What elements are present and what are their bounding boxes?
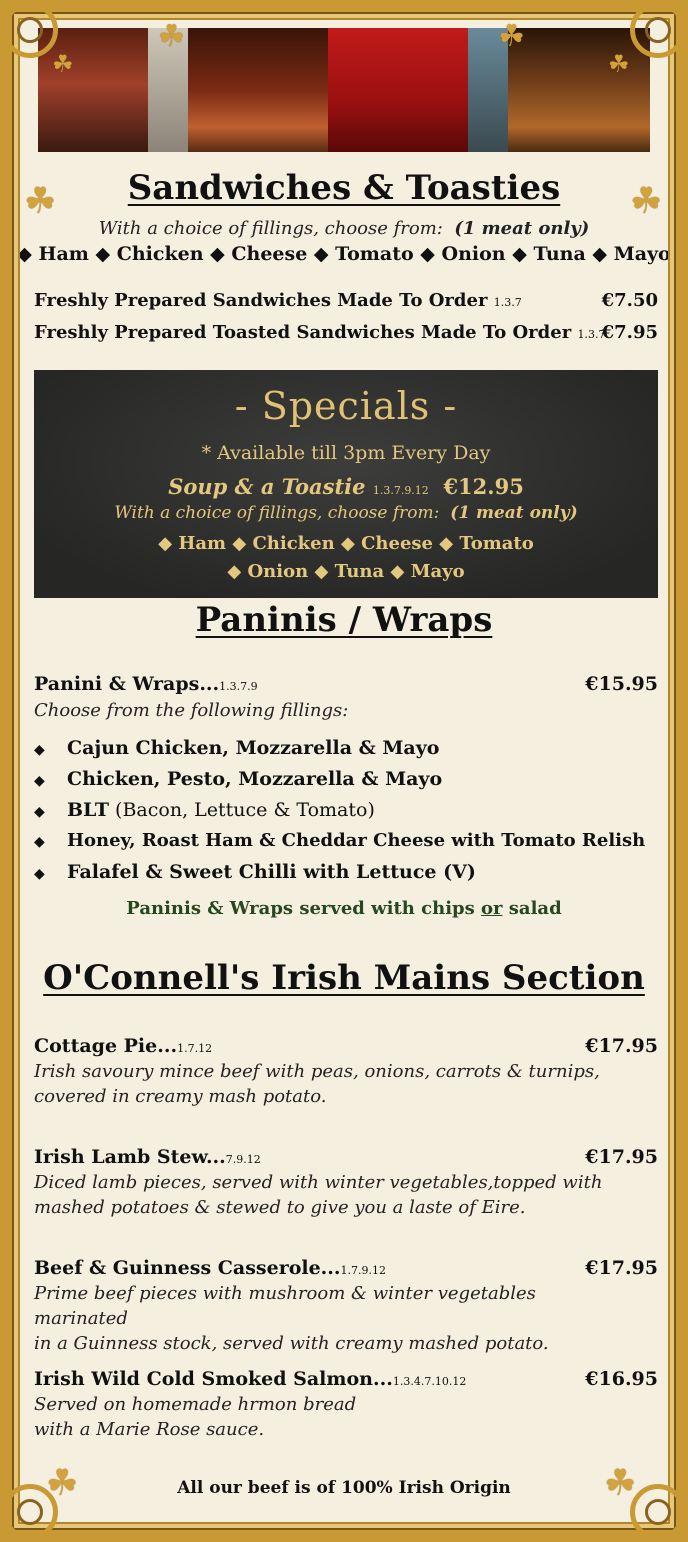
list-item: ◆ BLT (Bacon, Lettuce & Tomato) [34,799,375,821]
item-description: Diced lamb pieces, served with winter vegetables,topped with mashed potatoes & stewed to give you a laste of Eire. [34,1172,603,1218]
item-description: Irish savoury mince beef with peas, onions, carrots & turnips, covered in creamy mash potato. [34,1061,600,1107]
mains-heading: O'Connell's Irish Mains Section [43,958,645,998]
item-price: €15.95 [585,673,658,695]
shamrock-icon: ☘ [498,19,525,54]
menu-item: Beef & Guinness Casserole...1.7.9.12 €17.95 [34,1257,658,1279]
item-price: €16.95 [585,1368,658,1390]
specials-fillings: ◆ Onion ◆ Tuna ◆ Mayo [227,561,465,582]
item-description: Served on homemade hrmon bread with a Marie Rose sauce. [34,1394,357,1440]
shamrock-icon: ☘ [604,1463,637,1504]
sandwiches-heading: Sandwiches & Toasties [127,168,561,208]
menu-item: Irish Lamb Stew...7.9.12 €17.95 [34,1146,658,1168]
item-price: €17.95 [585,1146,658,1168]
specials-availability: * Available till 3pm Every Day [201,442,491,464]
menu-item: Freshly Prepared Sandwiches Made To Order 1.3.7 €7.50 [34,290,658,311]
menu-item: Panini & Wraps...1.3.7.9 €15.95 [34,673,658,695]
shamrock-icon: ☘ [608,50,630,78]
beef-origin-note: All our beef is of 100% Irish Origin [177,1478,511,1498]
pub-photo-banner [38,28,650,152]
item-description: Choose from the following fillings: [34,700,349,721]
menu-item: Cottage Pie...1.7.12 €17.95 [34,1035,658,1057]
shamrock-icon: ☘ [630,181,663,222]
item-price: €17.95 [585,1035,658,1057]
sandwiches-fillings: ◆ Ham ◆ Chicken ◆ Cheese ◆ Tomato ◆ Onion ◆ Tuna ◆ Mayo [17,243,671,265]
item-price: €7.50 [601,290,658,311]
shamrock-icon: ☘ [46,1463,79,1504]
menu-item: Irish Wild Cold Smoked Salmon...1.3.4.7.10.12 €16.95 [34,1368,658,1390]
specials-board [34,370,658,598]
specials-fillings: ◆ Ham ◆ Chicken ◆ Cheese ◆ Tomato [158,533,534,554]
specials-intro: With a choice of fillings, choose from: (1 meat only) [114,503,578,523]
menu-item: Freshly Prepared Toasted Sandwiches Made To Order 1.3.7 €7.95 [34,322,658,343]
shamrock-icon: ☘ [24,181,57,222]
item-description: Prime beef pieces with mushroom & winter vegetables marinated in a Guinness stock, served with creamy mashed potato. [34,1283,549,1354]
list-item: ◆ Chicken, Pesto, Mozzarella & Mayo [34,768,443,790]
item-price: €17.95 [585,1257,658,1279]
specials-item: Soup & a Toastie 1.3.7.9.12 €12.95 [168,474,524,499]
sandwiches-intro: With a choice of fillings, choose from: (1 meat only) [98,218,590,239]
list-item: ◆ Falafel & Sweet Chilli with Lettuce (V) [34,861,476,883]
paninis-served-note: Paninis & Wraps served with chips or salad [126,898,562,919]
list-item: ◆ Honey, Roast Ham & Cheddar Cheese with Tomato Relish [34,830,646,851]
item-price: €7.95 [601,322,658,343]
paninis-heading: Paninis / Wraps [195,600,493,640]
shamrock-icon: ☘ [158,19,185,54]
list-item: ◆ Cajun Chicken, Mozzarella & Mayo [34,737,440,759]
shamrock-icon: ☘ [52,50,74,78]
specials-heading: - Specials - [234,384,458,428]
